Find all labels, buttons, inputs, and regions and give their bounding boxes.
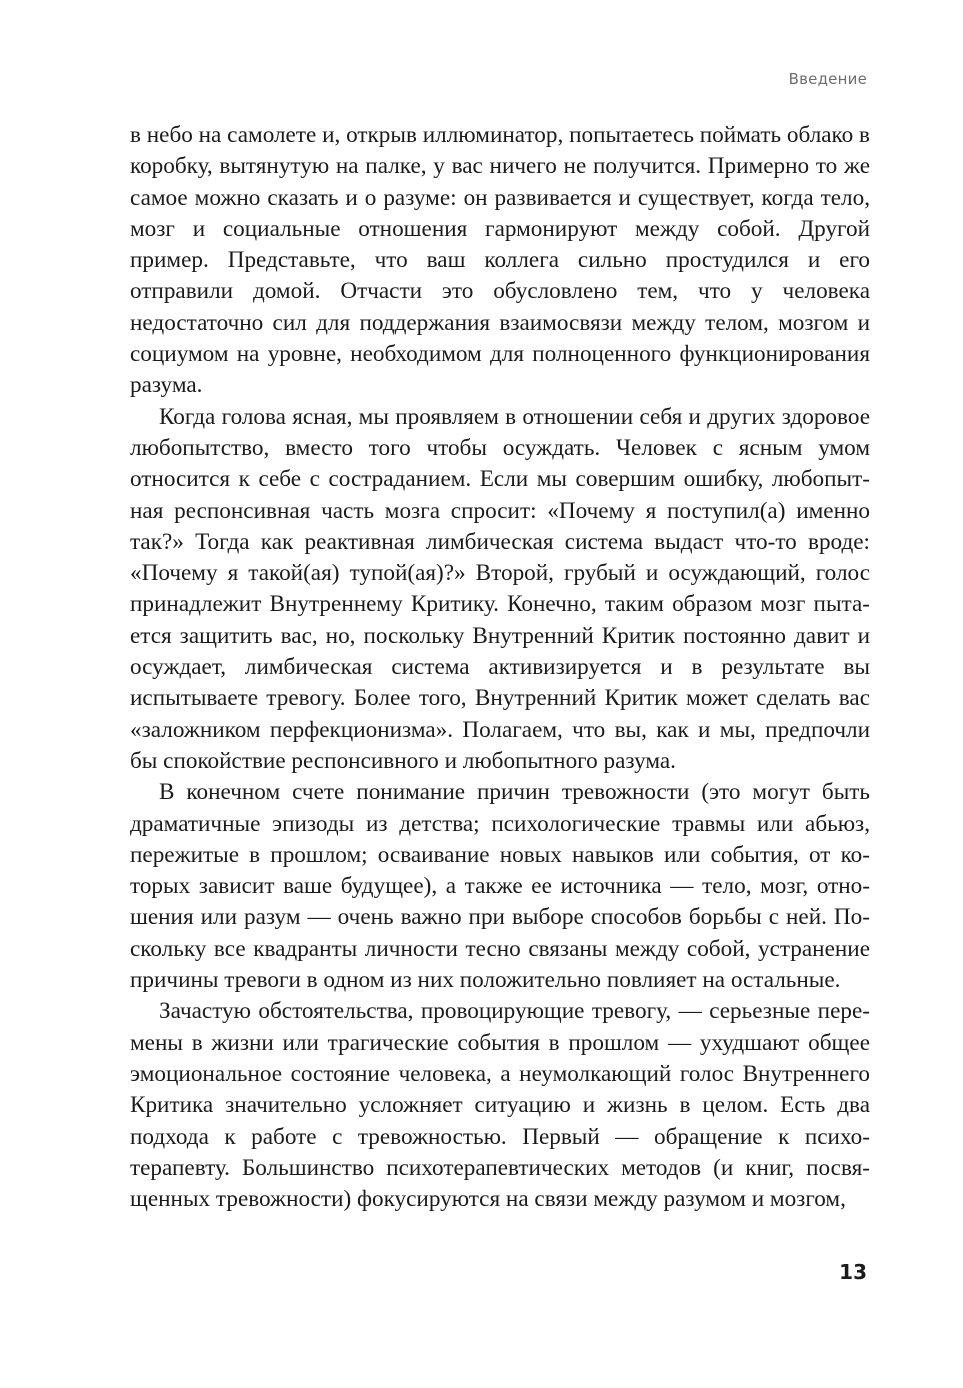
paragraph: Когда голова ясная, мы проявляем в отношении себя и других здоровое любопытство, вместо того чтобы осуждать. Человек с ясным умом относится к себе с состраданием. Если мы совершим ошибку, любопытная респонсивная часть мозга спросит: «Почему я поступил(а) именно так?» Тогда как реактивная лимбическая система выдаст что-то вроде: «Почему я такой(ая) тупой(ая)?» Второй, грубый и осуждающий, голос принадлежит Внутреннему Критику. Конечно, таким образом мозг пытается защитить вас, но, поскольку Внутренний Критик постоянно давит и осуждает, лимбическая система активизируется и в результате вы испытываете тревогу. Более того, Внутренний Критик может сделать вас «заложником перфекционизма». Полагаем, что вы, как и мы, предпочли бы спокойствие респонсивного и любопытного разума. (130, 403, 870, 774)
running-head: Введение (788, 70, 867, 88)
page-number: 13 (839, 1260, 867, 1284)
body-text (130, 120, 870, 1215)
paragraph: Зачастую обстоятельства, провоцирующие тревогу, — серьезные перемены в жизни или трагические события в прошлом — ухудшают общее эмоциональное состояние человека, а неумолкающий голос Внутреннего Критика значительно усложняет ситуацию и жизнь в целом. Есть два подхода к работе с тревожностью. Первый — обращение к психотерапевту. Большинство психотерапевтических методов (и книг, посвященных тревожности) фокусируются на связи между разумом и мозгом, (130, 998, 870, 1213)
paragraph: В конечном счете понимание причин тревожности (это могут быть драматичные эпизоды из детства; психологические травмы или абьюз, пережитые в прошлом; осваивание новых навыков или события, от которых зависит ваше будущее), а также ее источника — тело, мозг, отношения или разум — очень важно при выборе способов борьбы с ней. Поскольку все квадранты личности тесно связаны между собой, устранение причины тревоги в одном из них положительно повлияет на остальные. (130, 779, 870, 994)
paragraph: в небо на самолете и, открыв иллюминатор, попытаетесь поймать облако в коробку, вытянутую на палке, у вас ничего не получится. Примерно то же самое можно сказать и о разуме: он развивается и существует, когда тело, мозг и социальные отношения гармонируют между собой. Другой пример. Представьте, что ваш коллега сильно простудился и его отправили домой. Отчасти это обусловлено тем, что у человека недостаточно сил для поддержания взаимосвязи между телом, мозгом и социумом на уровне, необходимом для полноценного функционирования разума. (130, 122, 870, 399)
